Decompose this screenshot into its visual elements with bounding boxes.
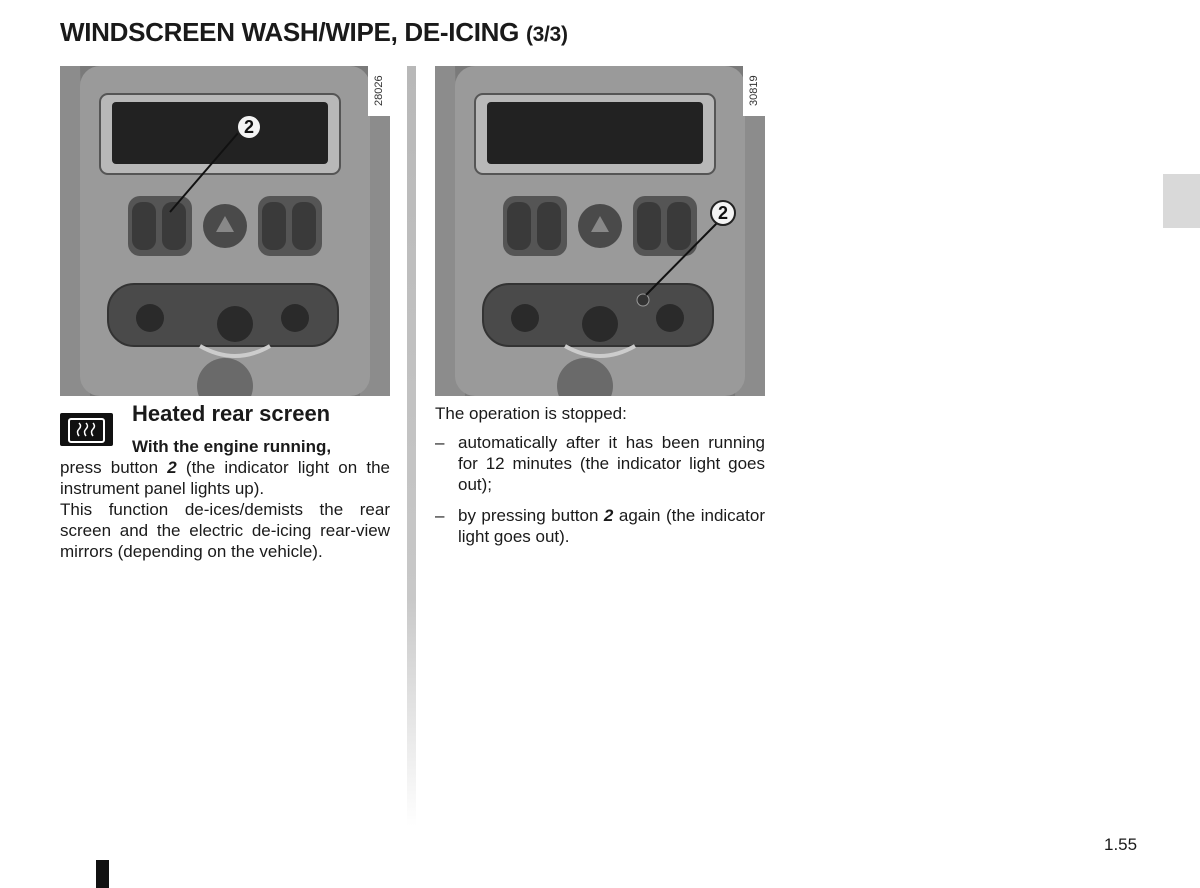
dashboard-illustration-2 — [435, 66, 765, 396]
page-title — [60, 17, 568, 48]
figure-dashboard-2 — [435, 66, 765, 396]
section-heading: Heated rear screen — [132, 401, 331, 426]
list-dash: – — [435, 433, 445, 452]
dashboard-illustration-1 — [60, 66, 390, 396]
lead-text: With the engine running, — [132, 437, 332, 456]
title-part: (3/3) — [525, 23, 568, 46]
figure-code: 28026 — [368, 66, 390, 116]
figure-code: 30819 — [743, 66, 765, 116]
list-item-text: automatically after it has been running for 12 minutes (the indicator light goes out); — [458, 433, 765, 494]
button-ref: 2 — [603, 506, 614, 525]
paragraph-1-text-b: (the indicator light on the instrument panel lights up). — [60, 458, 391, 498]
rear-screen-frame-icon — [68, 418, 105, 443]
callout-2: 2 — [710, 200, 736, 226]
list-item-text-b: again (the indicator light goes out). — [458, 506, 765, 546]
paragraph-1 — [60, 457, 390, 499]
paragraph-2: This function de-ices/demists the rear screen and the electric de-icing rear-view mirrors (depending on the vehicle). — [60, 500, 390, 561]
callout-2: 2 — [236, 114, 262, 140]
page-number: 1.55 — [1104, 835, 1138, 854]
heated-rear-screen-icon — [60, 413, 113, 446]
list-dash: – — [435, 506, 445, 525]
list-item-text-a: by pressing button — [458, 506, 604, 525]
section-tab — [1163, 174, 1200, 228]
list-item-text — [458, 505, 765, 547]
figure-dashboard-1 — [60, 66, 390, 396]
heat-waves-icon — [70, 420, 103, 441]
button-ref: 2 — [167, 458, 177, 477]
intro-text: The operation is stopped: — [435, 404, 627, 423]
column-divider — [407, 66, 416, 826]
corner-mark — [96, 860, 109, 888]
title-main: WINDSCREEN WASH/WIPE, DE-ICING — [60, 17, 520, 47]
paragraph-1-text-a: press button — [60, 458, 168, 477]
